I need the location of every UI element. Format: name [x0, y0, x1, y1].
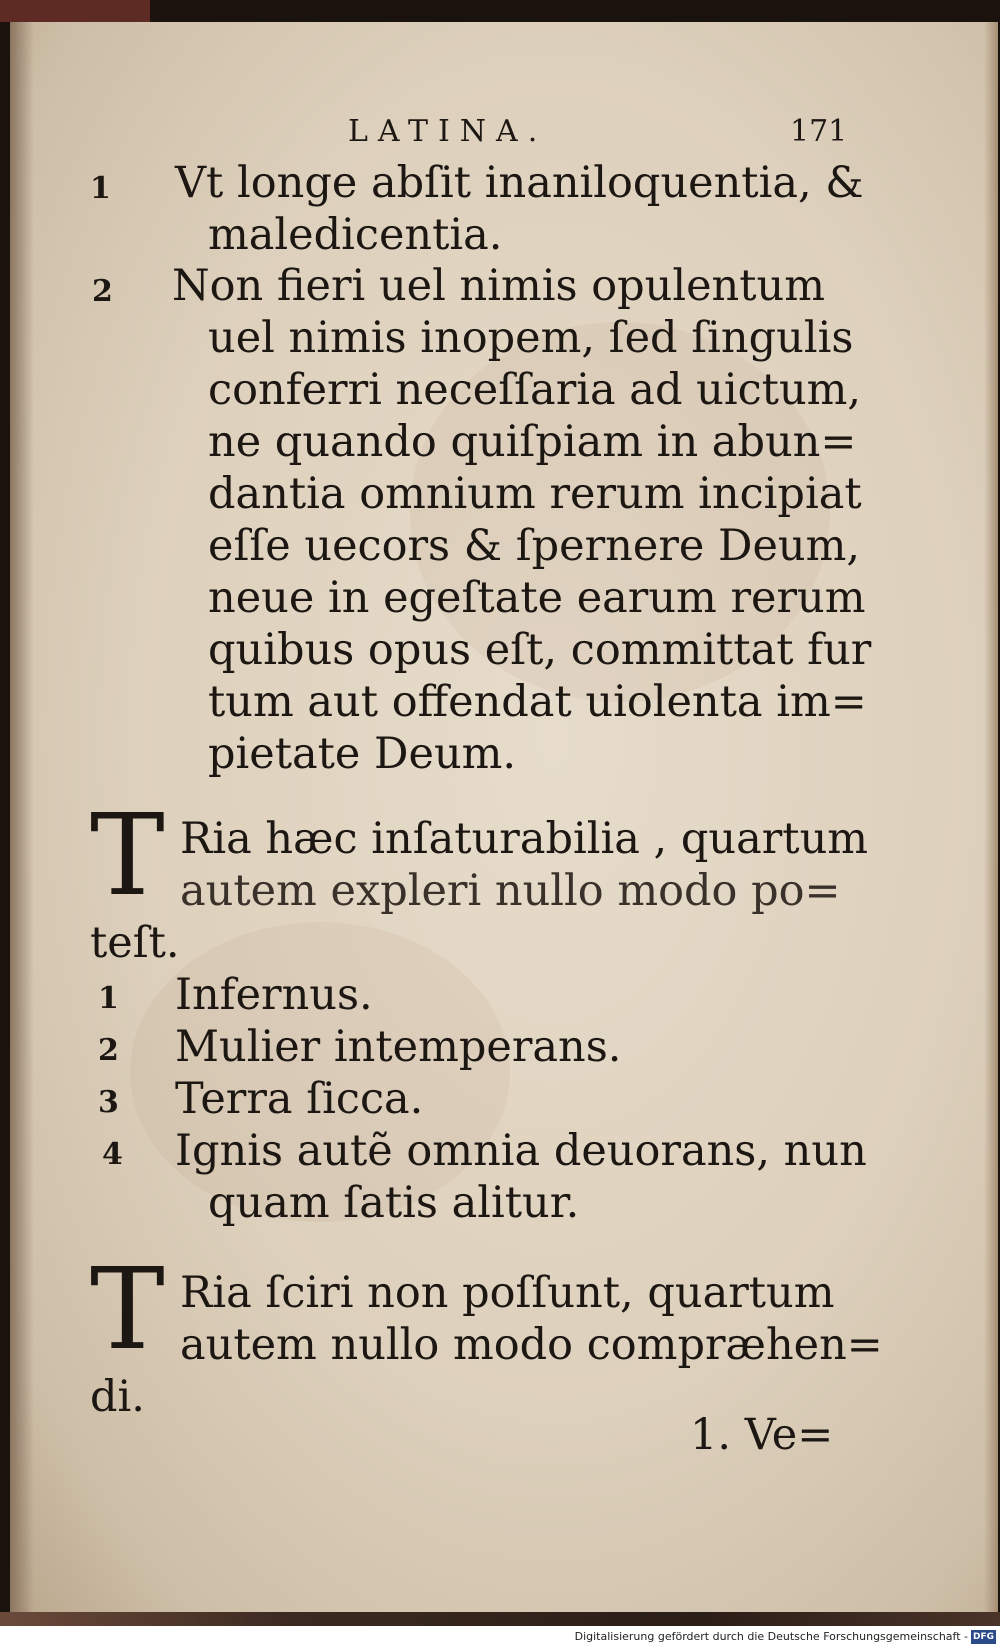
- text-line: dantia omnium rerum incipiat: [208, 469, 862, 519]
- paper-stain: [130, 922, 510, 1222]
- text-line: pietate Deum.: [208, 729, 517, 779]
- text-line: teſt.: [90, 918, 180, 968]
- text-line: ne quando quiſpiam in abun=: [208, 417, 857, 467]
- text-line: quam ſatis alitur.: [208, 1178, 580, 1228]
- text-line: Terra ſicca.: [175, 1074, 424, 1124]
- drop-cap: T: [90, 791, 165, 921]
- text-line: Infernus.: [175, 970, 373, 1020]
- page-bottom-edge: [0, 1612, 1000, 1626]
- item-number: 2: [98, 1033, 119, 1068]
- text-line: autem expleri nullo modo po=: [180, 866, 841, 916]
- text-line: Non fieri uel nimis opulentum: [172, 261, 825, 311]
- binding-tab: [0, 0, 150, 22]
- footer-credit: Digitalisierung gefördert durch die Deutsche Forschungsgemeinschaft -: [574, 1630, 968, 1643]
- page-number: 171: [790, 114, 848, 149]
- text-line: uel nimis inopem, ſed ſingulis: [208, 313, 854, 363]
- text-line: quibus opus eſt, committat fur: [208, 625, 872, 675]
- catchword: 1. Ve=: [690, 1410, 834, 1460]
- text-line: conferri neceſſaria ad uictum,: [208, 365, 862, 415]
- text-line: tum aut offendat uiolenta im=: [208, 677, 867, 727]
- item-number: 1: [90, 171, 111, 206]
- text-line: maledicentia.: [208, 210, 503, 260]
- digitization-footer: [0, 1626, 1000, 1649]
- text-line: Vt longe abſit inaniloquentia, &: [175, 158, 864, 208]
- item-number: 2: [92, 274, 113, 309]
- item-number: 3: [98, 1085, 119, 1120]
- text-line: autem nullo modo compræhen=: [180, 1320, 883, 1370]
- text-line: di.: [90, 1372, 145, 1422]
- running-title: LATINA.: [348, 114, 548, 149]
- text-line: Ria hæc inſaturabilia , quartum: [180, 814, 869, 864]
- text-line: Mulier intemperans.: [175, 1022, 622, 1072]
- book-page: [10, 22, 998, 1612]
- drop-cap: T: [90, 1245, 165, 1375]
- text-line: neue in egeſtate earum rerum: [208, 573, 866, 623]
- text-line: Ignis autẽ omnia deuorans, nun: [175, 1126, 867, 1176]
- item-number: 1: [98, 981, 119, 1016]
- dfg-logo: DFG: [972, 1632, 994, 1642]
- item-number: 4: [102, 1137, 123, 1172]
- text-line: Ria ſciri non poſſunt, quartum: [180, 1268, 835, 1318]
- text-line: eſſe uecors & ſpernere Deum,: [208, 521, 861, 571]
